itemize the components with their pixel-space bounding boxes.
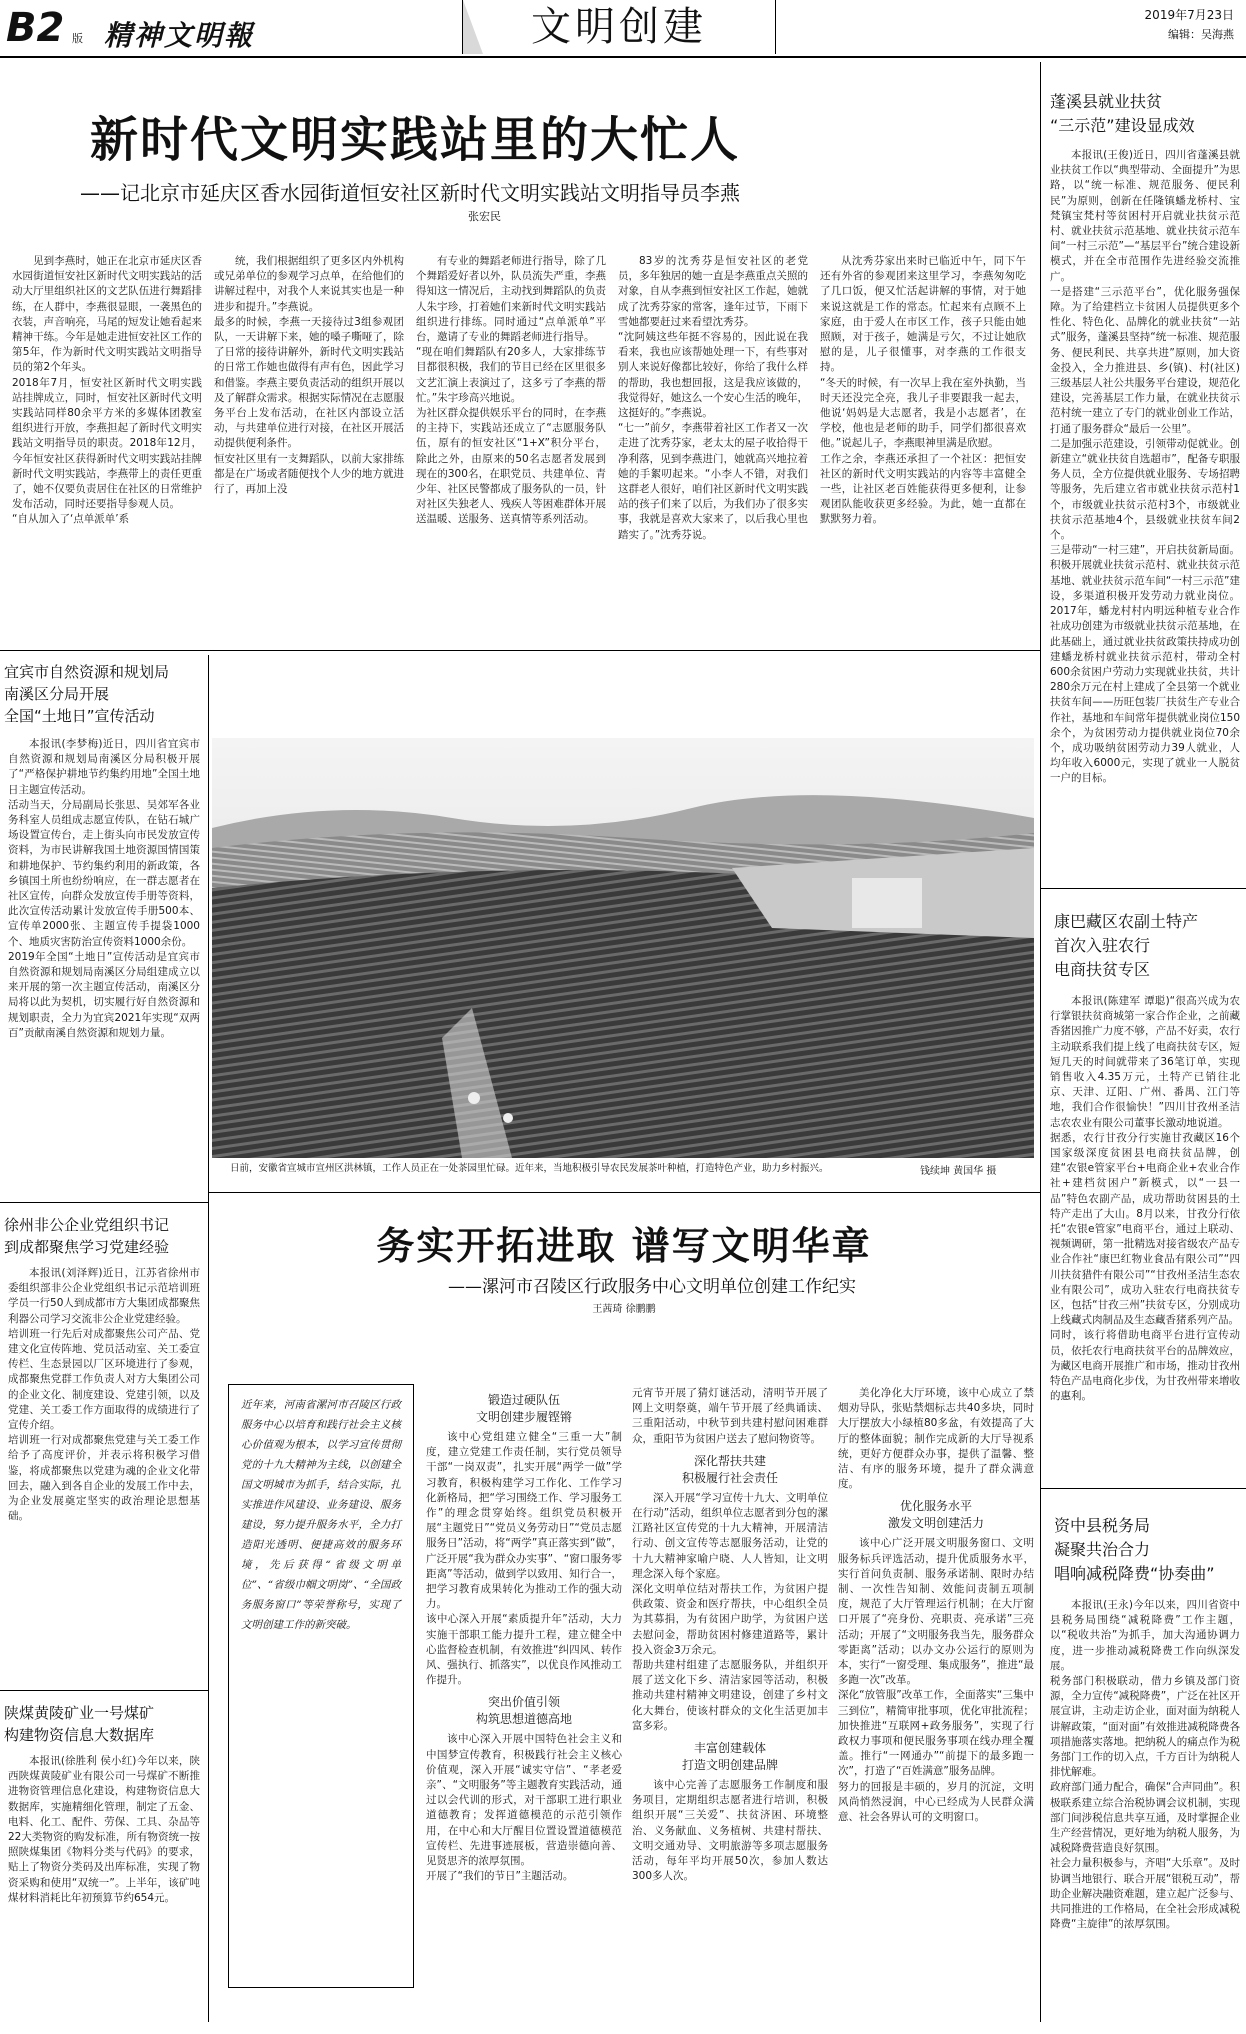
lead-col-2-text: 统，我们根据组织了更多区内外机构或兄弟单位的参观学习点单，在给他们的讲解过程中，对我个人来说其实也是一种进步和提升。”李燕说。 最多的时候，李燕一天接待过3组参观团队，一天讲解下来，她的嗓子嘶哑了，除了日常的接待讲解外，新时代文明实践站的日常工作她也做得有声有色，因此学习和借鉴。李燕主要负责活动的组织开展以及了解群众需求。根据实际情况在志愿服务平台上发布活动，在社区内部设立活动，与共建单位进行对接，在社区开展活动提供便利条件。 恒安社区里有一支舞蹈队，以前大家排练都是在广场或者随便找个人少的地方就进行了，再加上没 [214,255,404,496]
photo-credit: 钱续坤 黄国华 摄 [920,1166,997,1177]
headline-line: 南溪区分局开展 [4,685,110,703]
lead-col-4-text: 83岁的沈秀芬是恒安社区的老党员，多年独居的她一直是李燕重点关照的对象，自从李燕到恒安社区工作起，她就成了沈秀芬家的常客，逢年过节，下雨下雪她都要赶过来看望沈秀芬。 “沈阿姨这些年挺不容易的，因此说在我看来，我也应该帮她处理一下，有些事对别人来说好像都比较好，你给了我什么样的帮助，我也想回报，这是我应该做的，我觉得好，她这么一个安心生活的晚年，这挺好的。”李燕说。 “七一”前夕，李燕带着社区工作者又一次走进了沈秀芬家，老太太的屋子收拾得干净利落，见到李燕进门，她就高兴地拉着她的手絮叨起来。“小李人不错，对我们这群老人很好，咱们社区新时代文明实践站的孩子们来了以后，为我们办了很多实事，我就是喜欢大家来了，以后我心里也踏实了。”沈秀芬说。 [618,255,808,541]
left-article-2 [0,1208,205,1688]
feature-section-text: 该中心广泛开展文明服务窗口、文明服务标兵评选活动，提升优质服务水平，实行首问负责制、服务承诺制、限时办结制、一次性告知制、效能问责制五项制度，规范了大厅管理运行机制；在大厅窗口开展了“亮身份、亮职责、亮承诺”三亮活动；开展了“文明服务我当先，服务群众零距离”活动；以办文办公运行的原则为本，实行“一窗受理、集成服务”，推进“最多跑一次”改革。 深化“放管服”改革工作，全面落实“三集中三到位”，精简审批事项，优化审批流程；加快推进“互联网+政务服务”，实现了行政权力事项和便民服务事项在线办理全覆盖。推行“一网通办”“前提下的最多跑一次”，打造了“百姓满意”服务品牌。 努力的回报是丰硕的，岁月的沉淀，文明风尚悄然浸润，中心已经成为人民群众满意、社会各界认可的文明窗口。 [838,1537,1034,1824]
feature-author: 王茜琦 徐鹏鹏 [592,1304,656,1315]
news-photo [212,738,1034,1158]
feature-col-4 [838,1386,1034,2022]
paper-name: 精神文明報 [104,19,255,52]
article-text: 本报讯(徐胜利 侯小红)今年以来，陕西陕煤黄陵矿业有限公司一号煤矿不断推进物资管理信息化建设，构建物资信息大数据库，实施精细化管理，制定了五金、电料、化工、配件、劳保、工具、杂品等22大类物资的购发标准，所有物资统一按照陕煤集团《物料分类与代码》的要求，贴上了物资分类码及出库标准，实现了物资采购和使用“双统一”。上半年，该矿吨煤材料消耗比年初预算节约654元。 [8,1755,200,1904]
feature-subtitle: ——漯河市召陵区行政服务中心文明单位创建工作纪实 [448,1277,856,1297]
headline-line: 唱响减税降费“协奏曲” [1054,1564,1215,1583]
headline-line: 首次入驻农行 [1054,936,1151,955]
left-article-3-body [8,1754,200,2022]
headline-line: 资中县税务局 [1054,1516,1151,1535]
article-text: 本报讯(李梦梅)近日，四川省宜宾市自然资源和规划局南溪区分局积极开展了“严格保护耕地节约集约用地”全国土地日主题宣传活动。 活动当天，分局副局长张思、吴郊军各业务科室人员组成志愿宣传队，在钻石城广场设置宣传台，走上街头向市民发放宣传资料，为市民讲解我国土地资源国情国策和耕地保护、节约集约利用的新政策，各乡镇国土所也纷纷响应，在一群志愿者在社区宣传，向群众发放宣传手册等资料，此次宣传活动累计发放宣传手册500本、宣传单2000张、主题宣传手提袋1000个、地质灾害防治宣传资料1000余份。 2019年全国“土地日”宣传活动是宜宾市自然资源和规划局南溪区分局组建成立以来开展的第一次主题宣传活动，南溪区分局将以此为契机，切实履行好自然资源和规划职责，全力为宜宾2021年实现“双两百”贡献南溪自然资源和规划力量。 [8,738,200,1039]
feature-intro-box [228,1384,414,1988]
page-number: B2 [6,5,65,51]
feature-section-text: 该中心党组建立健全“三重一大”制度，建立党建工作责任制，实行党员领导干部“一岗双责”，扎实开展“两学一做”学习教育，积极构建学习工作化、工作学习化新格局，把“学习围绕工作、学习服务工作”的理念贯穿始终。组织党员积极开展“主题党日”“党员义务劳动日”“党员志愿服务日”活动，将“两学”真正落实到“做”，广泛开展“我为群众办实事”、“窗口服务零距离”等活动，做到学以致用、知行合一，把学习教育成果转化为推动工作的强大动力。 该中心深入开展“素质提升年”活动，大力实施干部职工能力提升工程，建立健全中心监督检查机制，有效推进“纠四风、转作风、强执行、抓落实”，以优良作风推动工作提升。 [426,1431,622,1687]
feature-article [212,1196,1036,2026]
feature-col-3 [632,1386,828,2022]
right-article-2-title [1054,910,1242,982]
lead-col-4 [618,254,808,646]
headline-line: “三示范”建设显成效 [1050,116,1195,135]
feature-section-text: 元宵节开展了猜灯谜活动，清明节开展了网上文明祭奠，端午节开展了经典诵读、三重阳活动，中秋节到共建村慰问困难群众，重阳节为贫困户送去了慰问物资等。 [632,1387,828,1445]
left-article-2-title [4,1214,204,1258]
headline-line: 到成都聚焦学习党建经验 [4,1238,170,1256]
headline-line: 电商扶贫专区 [1054,960,1151,979]
lead-headline: 新时代文明实践站里的大忙人 [90,112,741,168]
feature-section-text: 深入开展“学习宣传十九大、文明单位在行动”活动，组织单位志愿者到分包的漯江路社区宣传党的十九大精神，开展清洁行动、创文宣传等志愿服务活动，让党的十九大精神家喻户晓、人人皆知，让文明理念深入每个家庭。 深化文明单位结对帮扶工作，为贫困户提供政策、资金和医疗帮扶，中心组织全员为其募捐，为有贫困户助学，为贫困户送去慰问金，帮助贫困村修建道路等，累计投入资金3万余元。 帮助共建村组建了志愿服务队，并组织开展了送文化下乡、清洁家园等活动，积极推动共建村精神文明建设，创建了乡村文化大舞台，使该村群众的文化生活更加丰富多彩。 [632,1491,828,1732]
left-article-1 [0,655,205,1200]
lead-col-5 [820,254,1026,646]
headline-line: 康巴藏区农副土特产 [1054,912,1199,931]
feature-section-heading: 丰富创建载体 打造文明创建品牌 [681,1741,778,1773]
headline-line: 全国“土地日”宣传活动 [4,707,155,725]
feature-section-text: 该中心深入开展中国特色社会主义和中国梦宣传教育，积极践行社会主义核心价值观，深入开展“诚实守信”、“孝老爱亲”、“文明服务”等主题教育实践活动，通过以会代训的形式，对干部职工进行职业道德教育；发挥道德模范的示范引领作用，在中心和大厅醒目位置设置道德模范宣传栏、先进事迹展板，营造崇德向善、见贤思齐的浓厚氛围。 开展了“我们的节日”主题活动。 [426,1733,622,1883]
right-article-2 [1046,896,1242,1486]
lead-author: 张宏民 [468,210,501,223]
lead-col-3 [416,254,606,646]
feature-section-text: 美化净化大厅环境，该中心成立了禁烟劝导队，张贴禁烟标志共40多块，同时大厅摆放大小绿植80多盆，有效提高了大厅的整体面貌；制作完成新的大厅导视系统，更好方便群众办事，提供了温馨、整洁、有序的服务环境，提升了群众满意度。 [838,1387,1034,1491]
headline-line: 凝聚共治合力 [1054,1540,1151,1559]
lead-col-1-text: 见到李燕时，她正在北京市延庆区香水园街道恒安社区新时代文明实践站的活动大厅里组织社区的文艺队伍进行舞蹈排练，在人群中，李燕很显眼，一袭黑色的衣装，声音响亮，马尾的短发让她看起来精神干练。今年是她走进恒安社区工作的第5年，作为新时代文明实践站文明指导员的第2个年头。 2018年7月，恒安社区新时代文明实践站挂牌成立，同时，恒安社区新时代文明实践站同样80余平方米的多媒体团教室组织进行开放，李燕担起了新时代文明实践站文明指导员的职责。2018年12月，今年恒安社区获得新时代文明实践站挂牌新时代文明实践站，李燕带上的责任更重了，她不仅要负责居住在社区的日常维护发布活动，同时还要指导参观人员。 “自从加入了‘点单派单’系 [12,255,202,526]
lead-article [0,62,1034,650]
feature-section-text: 该中心完善了志愿服务工作制度和服务项目，定期组织志愿者进行培训，积极组织开展“三关爱”、扶贫济困、环境整治、义务献血、义务植树、共建村帮扶、文明交通劝导、文明旅游等多项志愿服务活动，每年平均开展50次，参加人数达300多人次。 [632,1779,828,1883]
photo-caption: 日前，安徽省宣城市宣州区洪林镇，工作人员正在一处茶园里忙碌。近年来，当地积极引导农民发展茶叶种植，打造特色产业，助力乡村振兴。 [230,1163,829,1174]
editor-credit: 编辑：吴海燕 [1168,28,1234,41]
right-article-1-body [1050,148,1240,884]
feature-section-heading: 深化帮扶共建 积极履行社会责任 [681,1453,778,1485]
left-article-1-title [4,661,204,727]
feature-section-heading: 优化服务水平 激发文明创建活力 [887,1499,984,1531]
tea-garden-photo [212,738,1034,1158]
right-article-1 [1046,86,1242,886]
masthead [0,0,1246,62]
right-article-1-title [1050,90,1242,138]
article-text: 本报讯(刘泽辉)近日，江苏省徐州市委组织部非公企业党组织书记示范培训班学员一行50人到成都市方大集团成都聚焦利器公司学习交流非公企业党建经验。 培训班一行先后对成都聚焦公司产品、党建文化宣传阵地、党员活动室、关工委宣传栏、生态景园以厂区环境进行了参观，成都聚焦党群工作负责人对方大集团公司的企业文化、制度建设、党建引领，以及党建、关工委工作方面取得的成绩进行了宣传介绍。 培训班一行对成都聚焦党建与关工委工作给予了高度评价，并表示将积极学习借鉴，将成都聚焦以党建为魂的企业文化带回去，融入到各自企业的发展工作中去，为企业发展奠定坚实的政治理论思想基础。 [8,1267,200,1523]
headline-line: 构建物资信息大数据库 [4,1726,155,1744]
right-article-2-body [1050,994,1240,1480]
feature-section-heading: 锻造过硬队伍 文明创建步履铿锵 [475,1393,572,1424]
feature-headline: 务实开拓进取 谱写文明华章 [376,1224,872,1268]
lead-subtitle: ——记北京市延庆区香水园街道恒安社区新时代文明实践站文明指导员李燕 [80,181,740,205]
right-article-3-body [1050,1598,1240,2022]
section-title: 文明创建 [531,4,707,50]
lead-col-5-text: 从沈秀芬家出来时已临近中午，同下午还有外省的参观团来这里学习，李燕匆匆吃了几口饭，便又忙活起讲解的事情，对于她来说这就是工作的常态。忙起来有点顾不上家庭，由于爱人在市区工作，孩子只能由她照顾，对于孩子，她满是亏欠，不过让她欣慰的是，儿子很懂事，对李燕的工作很支持。 “冬天的时候，有一次早上我在室外执勤，当时天还没完全亮，我儿子非要跟我一起去，他说‘妈妈是大志愿者，我是小志愿者’，在学校，他也是老师的助手，同学们都很喜欢他。”说起儿子，李燕眼神里满是欣慰。 工作之余，李燕还承担了一个社区：把恒安社区的新时代文明实践站的内容等丰富健全一些，让社区老百姓能获得更多便利，让参观团队能收获更多经验。为此，她一直都在默默努力着。 [820,255,1026,526]
article-text: 本报讯(王俊)近日，四川省蓬溪县就业扶贫工作以“典型带动、全面提升”为思路，以“统一标准、规范服务、便民利民”为原则，创新在任隆镇蟠龙桥村、宝梵镇宝梵村等贫困村开启就业扶贫示范村、就业扶贫示范基地、就业扶贫示范车间“一村三示范”—“基层平台”统合建设新模式，并在全市范围作先进经验交流推广。 一是搭建“三示范平台”，优化服务强保障。为了给建档立卡贫困人员提供更多个性化、特色化、品牌化的就业扶贫“一站式”服务，蓬溪县坚持“统一标准、规范服务、便民利民、共享共进”原则，加大资金投入，全力推进县、乡(镇)、村(社区)三级基层人社公共服务平台建设，规范化建设，完善基层工作力量，在就业扶贫示范村统一建立了专门的就业创业工作站，打通了服务群众“最后一公里”。 二是加强示范建设，引领带动促就业。创新建立“就业扶贫自选超市”，配备专职服务人员，全方位提供就业服务、专场招聘等服务，先后建立省市就业扶贫示范村1个，市级就业扶贫示范村3个，市级就业扶贫示范基地4个，县级就业扶贫车间2个。 三是带动“一村三建”，开启扶贫新局面。积极开展就业扶贫示范村、就业扶贫示范基地、就业扶贫示范车间“一村三示范”建设，多渠道积极开发劳动力就业岗位。2017年，蟠龙村村内明远种植专业合作社成功创建为市级就业扶贫示范基地，在此基础上，通过就业扶贫政策扶持成功创建蟠龙桥村就业扶贫示范村，带动全村600余贫困户劳动力实现就业扶贫，共计280余万元在村上建成了全县第一个就业扶贫车间——历旺包装厂扶贫生产专业合作社，基地和车间常年提供就业岗位150余个，为贫困劳动力提供就业岗位70余个，成功吸纳贫困劳动力39人就业，人均年收入6000元，实现了就业一人脱贫一户的目标。 [1050,149,1240,785]
feature-intro: 近年来，河南省漯河市召陵区行政服务中心以培育和践行社会主义核心价值观为根本，以学习宣传贯彻党的十九大精神为主线，以创建全国文明城市为抓手，结合实际，扎实推进作风建设、业务建设、服务建设，努力提升服务水平，全力打造阳光透明、便捷高效的服务环境，先后获得“省级文明单位”、“省级巾帼文明岗”、“全国政务服务窗口”等荣誉称号，实现了文明创建工作的新突破。 [241,1399,401,1631]
right-article-3-title [1054,1514,1242,1586]
article-text: 本报讯(陈建军 谭聪)“很高兴成为农行掌银扶贫商城第一家合作企业，之前藏香猪因推广力度不够，产品不好卖，农行主动联系我们提上线了电商扶贫专区，短短几天的时间就带来了36笔订单，实现销售收入4.35万元，土特产已销往北京、天津、辽阳、广州、番禺、江门等地，我们合作很愉快！”四川甘孜州圣洁志农农业有限公司董事长激动地说道。 据悉，农行甘孜分行实施甘孜藏区16个国家级深度贫困县电商扶贫品牌，创建“农银e管家平台+电商企业+农业合作社+建档贫困户”新模式，以“一县一品”特色农副产品，成功帮助贫困县的土特产走出了大山。8月以来，甘孜分行依托“农银e管家”电商平台，通过上联动、视频调研，第一批精选对接省级农产品专业合作社“康巴红物业食品有限公司”“四川扶贫猎件有限公司”“甘孜州圣洁生态农业有限公司”，成功入驻农行电商扶贫专区，包括“甘孜三州”扶贫专区，分别成功上线藏式肉制品及生态藏香猪系列产品。 同时，该行将借助电商平台进行宣传动员，依托农行电商扶贫平台的品牌效应，为藏区电商开展推广和市场，推动甘孜州特色产品电商化步伐，为甘孜州带来增收的惠利。 [1050,995,1240,1403]
left-article-3-title [4,1702,204,1746]
right-article-3 [1046,1494,1242,2026]
lead-col-1 [12,254,202,646]
headline-line: 陕煤黄陵矿业一号煤矿 [4,1704,155,1722]
left-article-3 [0,1696,205,2026]
section-banner [462,0,776,54]
article-text: 本报讯(王永)今年以来，四川省资中县税务局围绕“减税降费”工作主题，以“税收共治”为抓手，加大沟通协调力度，进一步推动减税降费工作向纵深发展。 税务部门积极联动，借力乡镇及部门资源，全力宣传“减税降费”，广泛在社区开展宣讲，主动走访企业，面对面为纳税人讲解政策，“面对面”有效推进减税降费各项措施落实落地。把纳税人的痛点作为税务部门工作的切入点，千方百计为纳税人排忧解难。 政府部门通力配合，确保“合声同曲”。积极联系建立综合治税协调会议机制，实现部门间涉税信息共享互通，及时掌握企业生产经营情况，更好地为纳税人服务，为减税降费营造良好氛围。 社会力量积极参与，齐唱“大乐章”。及时协调当地银行、联合开展“银税互动”，帮助企业解决融资难题，建立起广泛参与、共同推进的工作格局，在全社会形成减税降费“主旋律”的浓厚氛围。 [1050,1599,1240,1931]
lead-col-2 [214,254,404,646]
feature-section-heading: 突出价值引领 构筑思想道德高地 [475,1695,572,1727]
left-article-1-body [8,737,200,1197]
feature-col-2 [426,1386,622,2022]
lead-col-3-text: 有专业的舞蹈老师进行指导，除了几个舞蹈爱好者以外，队员流失严重，李燕得知这一情况后，主动找到舞蹈队的负责人朱宇珍，打着她们来新时代文明实践站组织进行排练。同时通过“点单派单”平台，邀请了专业的舞蹈老师进行指导。 “现在咱们舞蹈队有20多人，大家排练节目都很积极，我们的节目已经在区里很多文艺汇演上表演过了，这多亏了李燕的帮忙。”朱宇珍高兴地说。 为社区群众提供娱乐平台的同时，在李燕的主持下，实践站还成立了“志愿服务队伍，原有的恒安社区“1+X”积分平台，除此之外，由原来的50名志愿者发展到现在的300名，在职党员、共建单位、青少年、社区民警都成了服务队的一员，针对社区失独老人、残疾人等困难群体开展送温暖、送服务、送真情等系列活动。 [416,255,606,526]
headline-line: 宜宾市自然资源和规划局 [4,663,170,681]
page-suffix: 版 [72,32,83,45]
left-article-2-body [8,1266,200,1682]
headline-line: 徐州非公企业党组织书记 [4,1216,170,1234]
issue-date: 2019年7月23日 [1144,8,1234,22]
headline-line: 蓬溪县就业扶贫 [1050,92,1163,111]
